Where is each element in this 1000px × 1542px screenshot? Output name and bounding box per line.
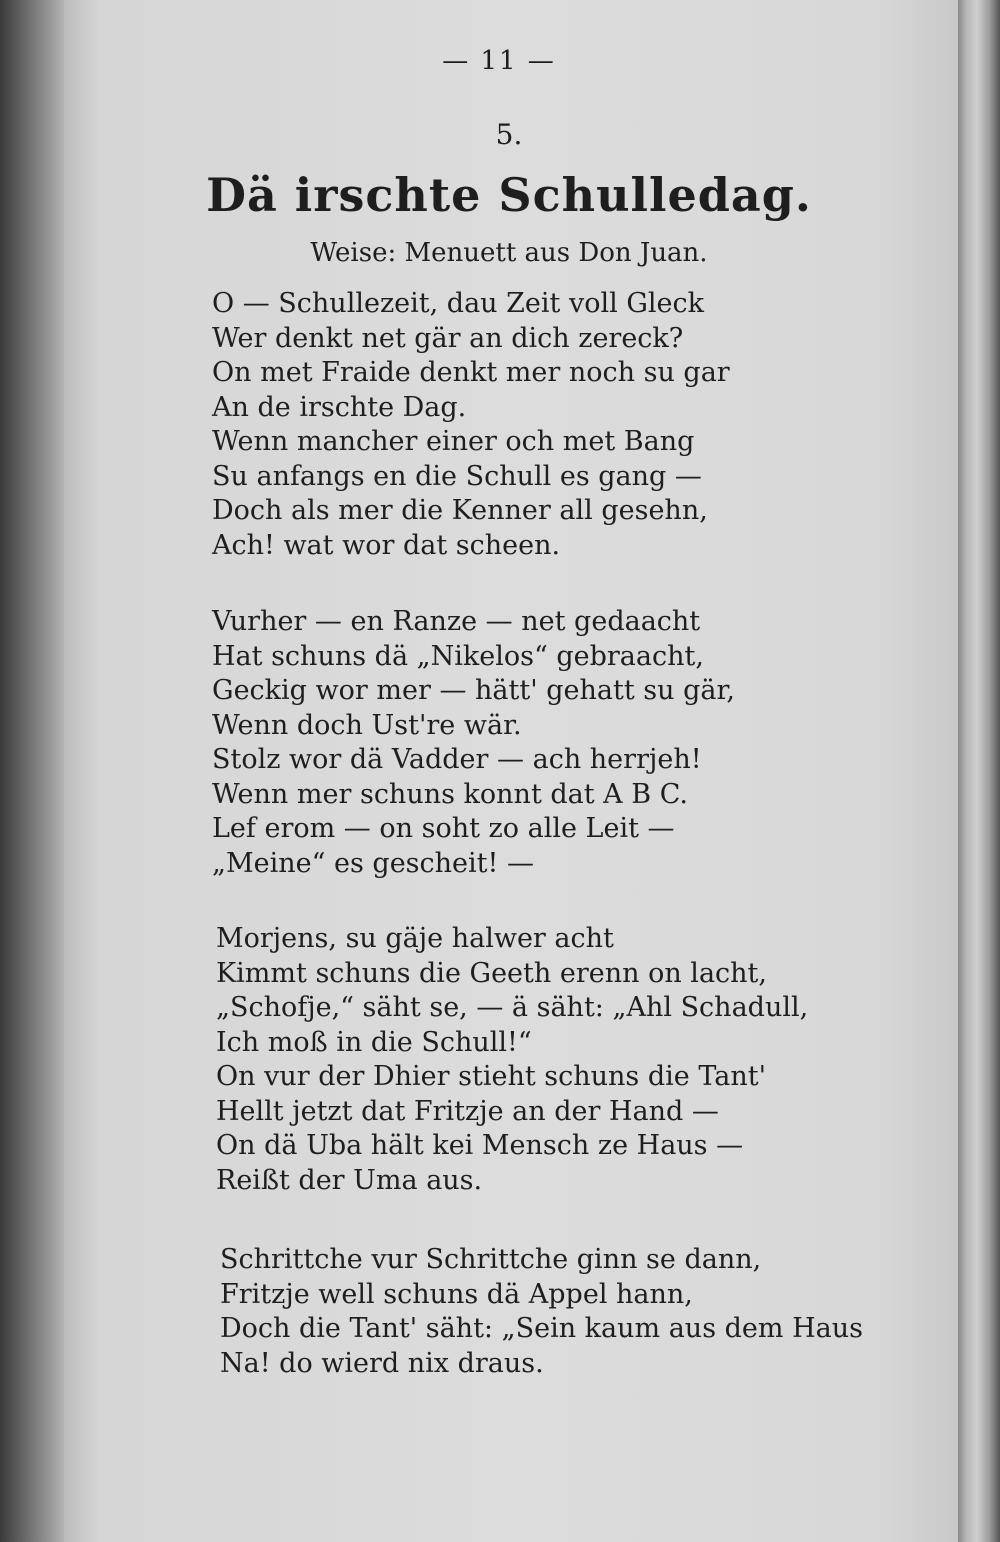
verse-line: Lef erom — on soht zo alle Leit — [212, 813, 675, 844]
verse-line: Ich moß in die Schull!“ [216, 1026, 532, 1058]
verse-line: Kimmt schuns die Geeth erenn on lacht, [216, 957, 767, 989]
poem-subtitle: Weise: Menuett aus Don Juan. [310, 238, 708, 268]
book-page-edge [958, 0, 1000, 1542]
verse-line: Geckig wor mer — hätt' gehatt su gär, [212, 675, 735, 706]
verse-line: Hat schuns dä „Nikelos“ gebraacht, [212, 640, 704, 672]
verse-line: An de irschte Dag. [212, 391, 467, 423]
verse-line: „Schofje,“ säht se, — ä säht: „Ahl Schadull, [216, 992, 809, 1023]
verse-line: Schrittche vur Schrittche ginn se dann, [220, 1244, 762, 1275]
verse-line: Na! do wierd nix draus. [220, 1347, 544, 1379]
stanza-3 [216, 922, 876, 1198]
poem-number: 5. [495, 118, 523, 151]
verse-line: On vur der Dhier stieht schuns die Tant' [216, 1061, 767, 1092]
verse-line: Wer denkt net gär an dich zereck? [212, 322, 684, 354]
verse-line: On dä Uba hält kei Mensch ze Haus — [216, 1130, 744, 1161]
verse-line: Su anfangs en die Schull es gang — [212, 460, 702, 492]
page-number: — 11 — [442, 46, 556, 76]
verse-line: Fritzje well schuns dä Appel hann, [220, 1278, 693, 1310]
verse-line: Hellt jetzt dat Fritzje an der Hand — [216, 1095, 719, 1127]
verse-line: Stolz wor dä Vadder — ach herrjeh! [212, 744, 702, 775]
poem-title: Dä irschte Schulledag. [206, 168, 812, 222]
verse-line: O — Schullezeit, dau Zeit voll Gleck [212, 288, 704, 319]
verse-line: Doch als mer die Kenner all gesehn, [212, 495, 708, 526]
verse-line: Wenn mer schuns konnt dat A B C. [212, 778, 688, 810]
book-page [64, 0, 964, 1542]
verse-line: Vurher — en Ranze — net gedaacht [212, 606, 701, 637]
verse-line: On met Fraide denkt mer noch su gar [212, 357, 730, 388]
stanza-1 [212, 287, 872, 563]
stanza-4 [220, 1243, 880, 1381]
verse-line: Ach! wat wor dat scheen. [212, 529, 561, 561]
verse-line: Reißt der Uma aus. [216, 1164, 483, 1196]
stanza-2 [212, 605, 872, 881]
verse-line: Wenn doch Ust're wär. [212, 709, 522, 741]
verse-line: Doch die Tant' säht: „Sein kaum aus dem Haus [220, 1313, 863, 1344]
verse-line: Wenn mancher einer och met Bang [212, 426, 695, 457]
verse-line: Morjens, su gäje halwer acht [216, 923, 614, 954]
scan-background-left [0, 0, 64, 1542]
verse-line: „Meine“ es gescheit! — [212, 847, 534, 879]
